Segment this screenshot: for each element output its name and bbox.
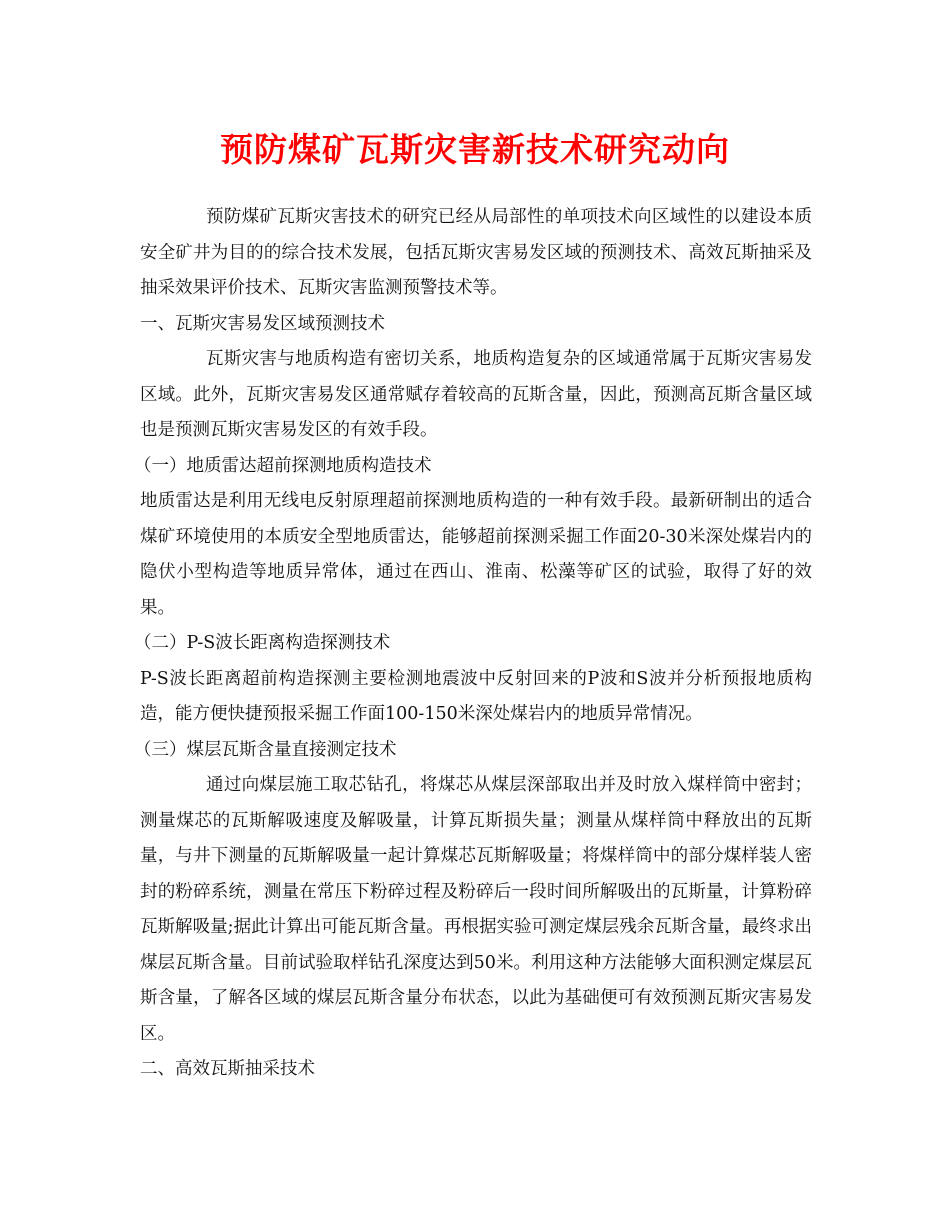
intro-paragraph: 预防煤矿瓦斯灾害技术的研究已经从局部性的单项技术向区域性的以建设本质安全矿井为目的的综合技术发展，包括瓦斯灾害易发区域的预测技术、高效瓦斯抽采及抽采效果评价技术、瓦斯灾害监测预警技术等。 bbox=[140, 207, 812, 298]
section-heading-2: 二、高效瓦斯抽采技术 bbox=[140, 1059, 315, 1079]
subsection-heading-1: （一）地质雷达超前探测地质构造技术 bbox=[134, 455, 432, 476]
subsection-1-paragraph: 地质雷达是利用无线电反射原理超前探测地质构造的一种有效手段。最新研制出的适合煤矿环境使用的本质安全型地质雷达，能够超前探测采掘工作面20-30米深处煤岩内的隐伏小型构造等地质异常体，通过在西山、淮南、松藻等矿区的试验，取得了好的效果。 bbox=[140, 491, 812, 618]
section-1-paragraph: 瓦斯灾害与地质构造有密切关系，地质构造复杂的区域通常属于瓦斯灾害易发区域。此外，瓦斯灾害易发区通常赋存着较高的瓦斯含量，因此，预测高瓦斯含量区域也是预测瓦斯灾害易发区的有效手段。 bbox=[140, 349, 812, 440]
subsection-heading-2: （二）P-S波长距离构造探测技术 bbox=[134, 633, 391, 653]
document-title: 预防煤矿瓦斯灾害新技术研究动向 bbox=[220, 130, 730, 169]
subsection-3-paragraph: 通过向煤层施工取芯钻孔，将煤芯从煤层深部取出并及时放入煤样筒中密封；测量煤芯的瓦斯解吸速度及解吸量，计算瓦斯损失量；测量从煤样筒中释放出的瓦斯量，与井下测量的瓦斯解吸量一起计算煤芯瓦斯解吸量；将煤样筒中的部分煤样装人密封的粉碎系统，测量在常压下粉碎过程及粉碎后一段时间所解吸出的瓦斯量，计算粉碎瓦斯解吸量;据此计算出可能瓦斯含量。再根据实验可测定煤层残余瓦斯含量，最终求出煤层瓦斯含量。目前试验取样钻孔深度达到50米。利用这种方法能够大面积测定煤层瓦斯含量，了解各区域的煤层瓦斯含量分布状态，以此为基础便可有效预测瓦斯灾害易发区。 bbox=[140, 775, 812, 1044]
subsection-2-paragraph: P-S波长距离超前构造探测主要检测地震波中反射回来的P波和S波并分析预报地质构造，能方便快捷预报采掘工作面100-150米深处煤岩内的地质异常情况。 bbox=[140, 668, 812, 724]
subsection-heading-3: （三）煤层瓦斯含量直接测定技术 bbox=[134, 739, 397, 760]
document-body bbox=[134, 200, 812, 1088]
section-heading-1: 一、瓦斯灾害易发区域预测技术 bbox=[140, 313, 385, 334]
